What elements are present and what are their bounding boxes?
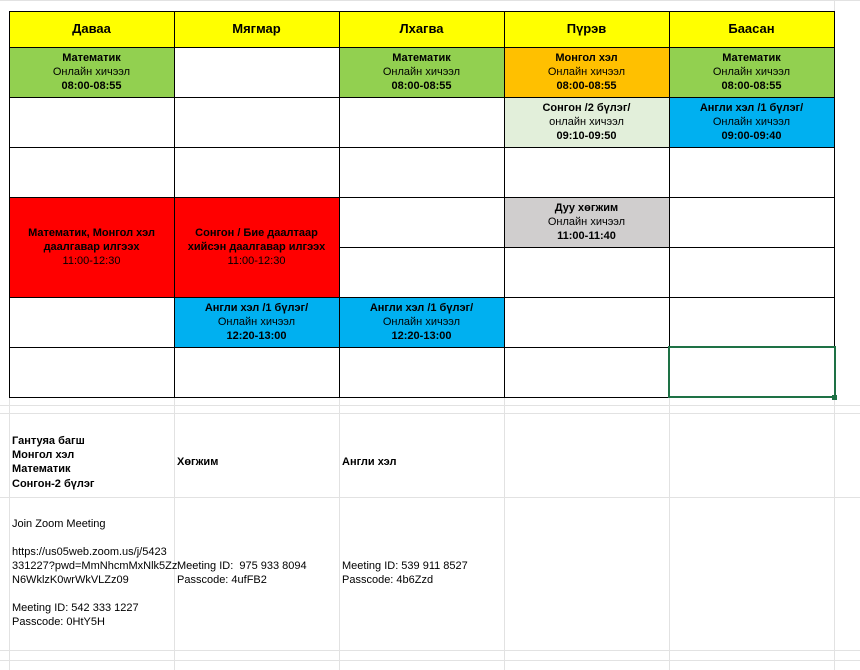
teacher-subject: Хөгжим [177,456,219,468]
lesson-time: 08:00-08:55 [61,80,122,92]
header-day-wednesday[interactable] [339,11,504,47]
lesson-cell-thu-2[interactable] [504,97,669,147]
lesson-time: 09:10-09:50 [556,130,617,142]
lesson-subtitle: Онлайн хичээл [217,316,296,328]
selected-cell[interactable] [668,346,836,398]
day-label: Даваа [72,21,111,36]
table-border [9,197,835,198]
task-line: хийсэн даалгавар илгээх [187,241,326,253]
lesson-cell-thu-4[interactable] [504,197,669,247]
teacher-subject: Сонгон-2 бүлэг [12,478,95,490]
table-border [834,11,835,398]
task-time: 11:00-12:30 [227,255,286,267]
meeting-id: Meeting ID: 975 933 8094 [177,560,307,572]
day-label: Пүрэв [566,21,607,36]
day-label: Мягмар [232,21,281,36]
lesson-subtitle: Онлайн хичээл [712,66,791,78]
table-border [339,247,835,248]
lesson-title: Монгол хэл [555,52,618,64]
lesson-subtitle: Онлайн хичээл [547,216,626,228]
meeting-id: Meeting ID: 542 333 1227 [12,602,139,614]
lesson-cell-fri-2[interactable] [669,97,834,147]
task-cell-tue-4[interactable] [174,197,339,297]
zoom-link[interactable]: N6WklzK0wrWkVLZz09 [12,574,129,586]
lesson-subtitle: Онлайн хичээл [52,66,131,78]
header-day-monday[interactable] [9,11,174,47]
gridline [9,398,10,670]
zoom-link[interactable]: https://us05web.zoom.us/j/5423 [12,546,167,558]
day-label: Баасан [728,21,775,36]
gridline [339,398,340,670]
lesson-title: Математик [392,52,451,64]
lesson-title: Сонгон /2 бүлэг/ [542,102,631,114]
lesson-time: 08:00-08:55 [721,80,782,92]
lesson-title: Англи хэл /1 бүлэг/ [699,102,804,114]
table-border [504,11,505,398]
task-line: даалгавар илгээх [43,241,140,253]
table-border [9,297,835,298]
lesson-subtitle: Онлайн хичээл [382,316,461,328]
passcode: Passcode: 4b6Zzd [342,574,434,586]
lesson-time: 09:00-09:40 [721,130,782,142]
lesson-cell-fri-1[interactable] [669,47,834,97]
lesson-title: Англи хэл /1 бүлэг/ [204,302,309,314]
passcode: Passcode: 4ufFB2 [177,574,267,586]
teacher-subject: Англи хэл [342,456,397,468]
lesson-time: 08:00-08:55 [391,80,452,92]
lesson-subtitle: онлайн хичээл [549,116,624,128]
task-time: 11:00-12:30 [62,255,121,267]
lesson-time: 12:20-13:00 [226,330,287,342]
table-border [174,11,175,398]
gridline [0,650,860,651]
lesson-cell-wed-1[interactable] [339,47,504,97]
fill-handle[interactable] [832,395,837,400]
lesson-cell-wed-6[interactable] [339,297,504,347]
table-border [669,11,670,398]
teacher-name: Гантуяа багш [12,435,85,447]
lesson-title: Математик [722,52,781,64]
gridline [0,405,860,406]
teacher-subject: Монгол хэл [12,449,75,461]
lesson-title: Дуу хөгжим [554,202,619,214]
meeting-id: Meeting ID: 539 911 8527 [342,560,468,572]
table-border [9,47,835,48]
teacher-subject: Математик [12,463,71,475]
task-line: Сонгон / Бие даалтаар [195,227,318,239]
gridline [504,398,505,670]
table-border [9,147,835,148]
header-day-friday[interactable] [669,11,834,47]
gridline [0,660,860,661]
day-label: Лхагва [399,21,444,36]
task-line: Математик, Монгол хэл [28,227,155,239]
gridline [669,398,670,670]
header-day-tuesday[interactable] [174,11,339,47]
lesson-subtitle: Онлайн хичээл [547,66,626,78]
table-border [9,11,10,398]
lesson-time: 11:00-11:40 [557,230,616,242]
task-cell-mon-4[interactable] [9,197,174,297]
lesson-subtitle: Онлайн хичээл [382,66,461,78]
passcode: Passcode: 0HtY5H [12,616,105,628]
lesson-cell-mon-1[interactable] [9,47,174,97]
lesson-title: Математик [62,52,121,64]
table-border [9,97,835,98]
lesson-cell-thu-1[interactable] [504,47,669,97]
lesson-time: 08:00-08:55 [556,80,617,92]
lesson-title: Англи хэл /1 бүлэг/ [369,302,474,314]
lesson-cell-tue-6[interactable] [174,297,339,347]
header-day-thursday[interactable] [504,11,669,47]
zoom-link[interactable]: 331227?pwd=MmNhcmMxNlk5Zz [12,560,178,572]
gridline [0,497,860,498]
gridline [174,398,175,670]
gridline [0,413,860,414]
lesson-subtitle: Онлайн хичээл [712,116,791,128]
table-border [9,11,835,12]
gridline [0,0,860,1]
table-border [339,11,340,398]
lesson-time: 12:20-13:00 [391,330,452,342]
zoom-join-text: Join Zoom Meeting [12,518,106,530]
